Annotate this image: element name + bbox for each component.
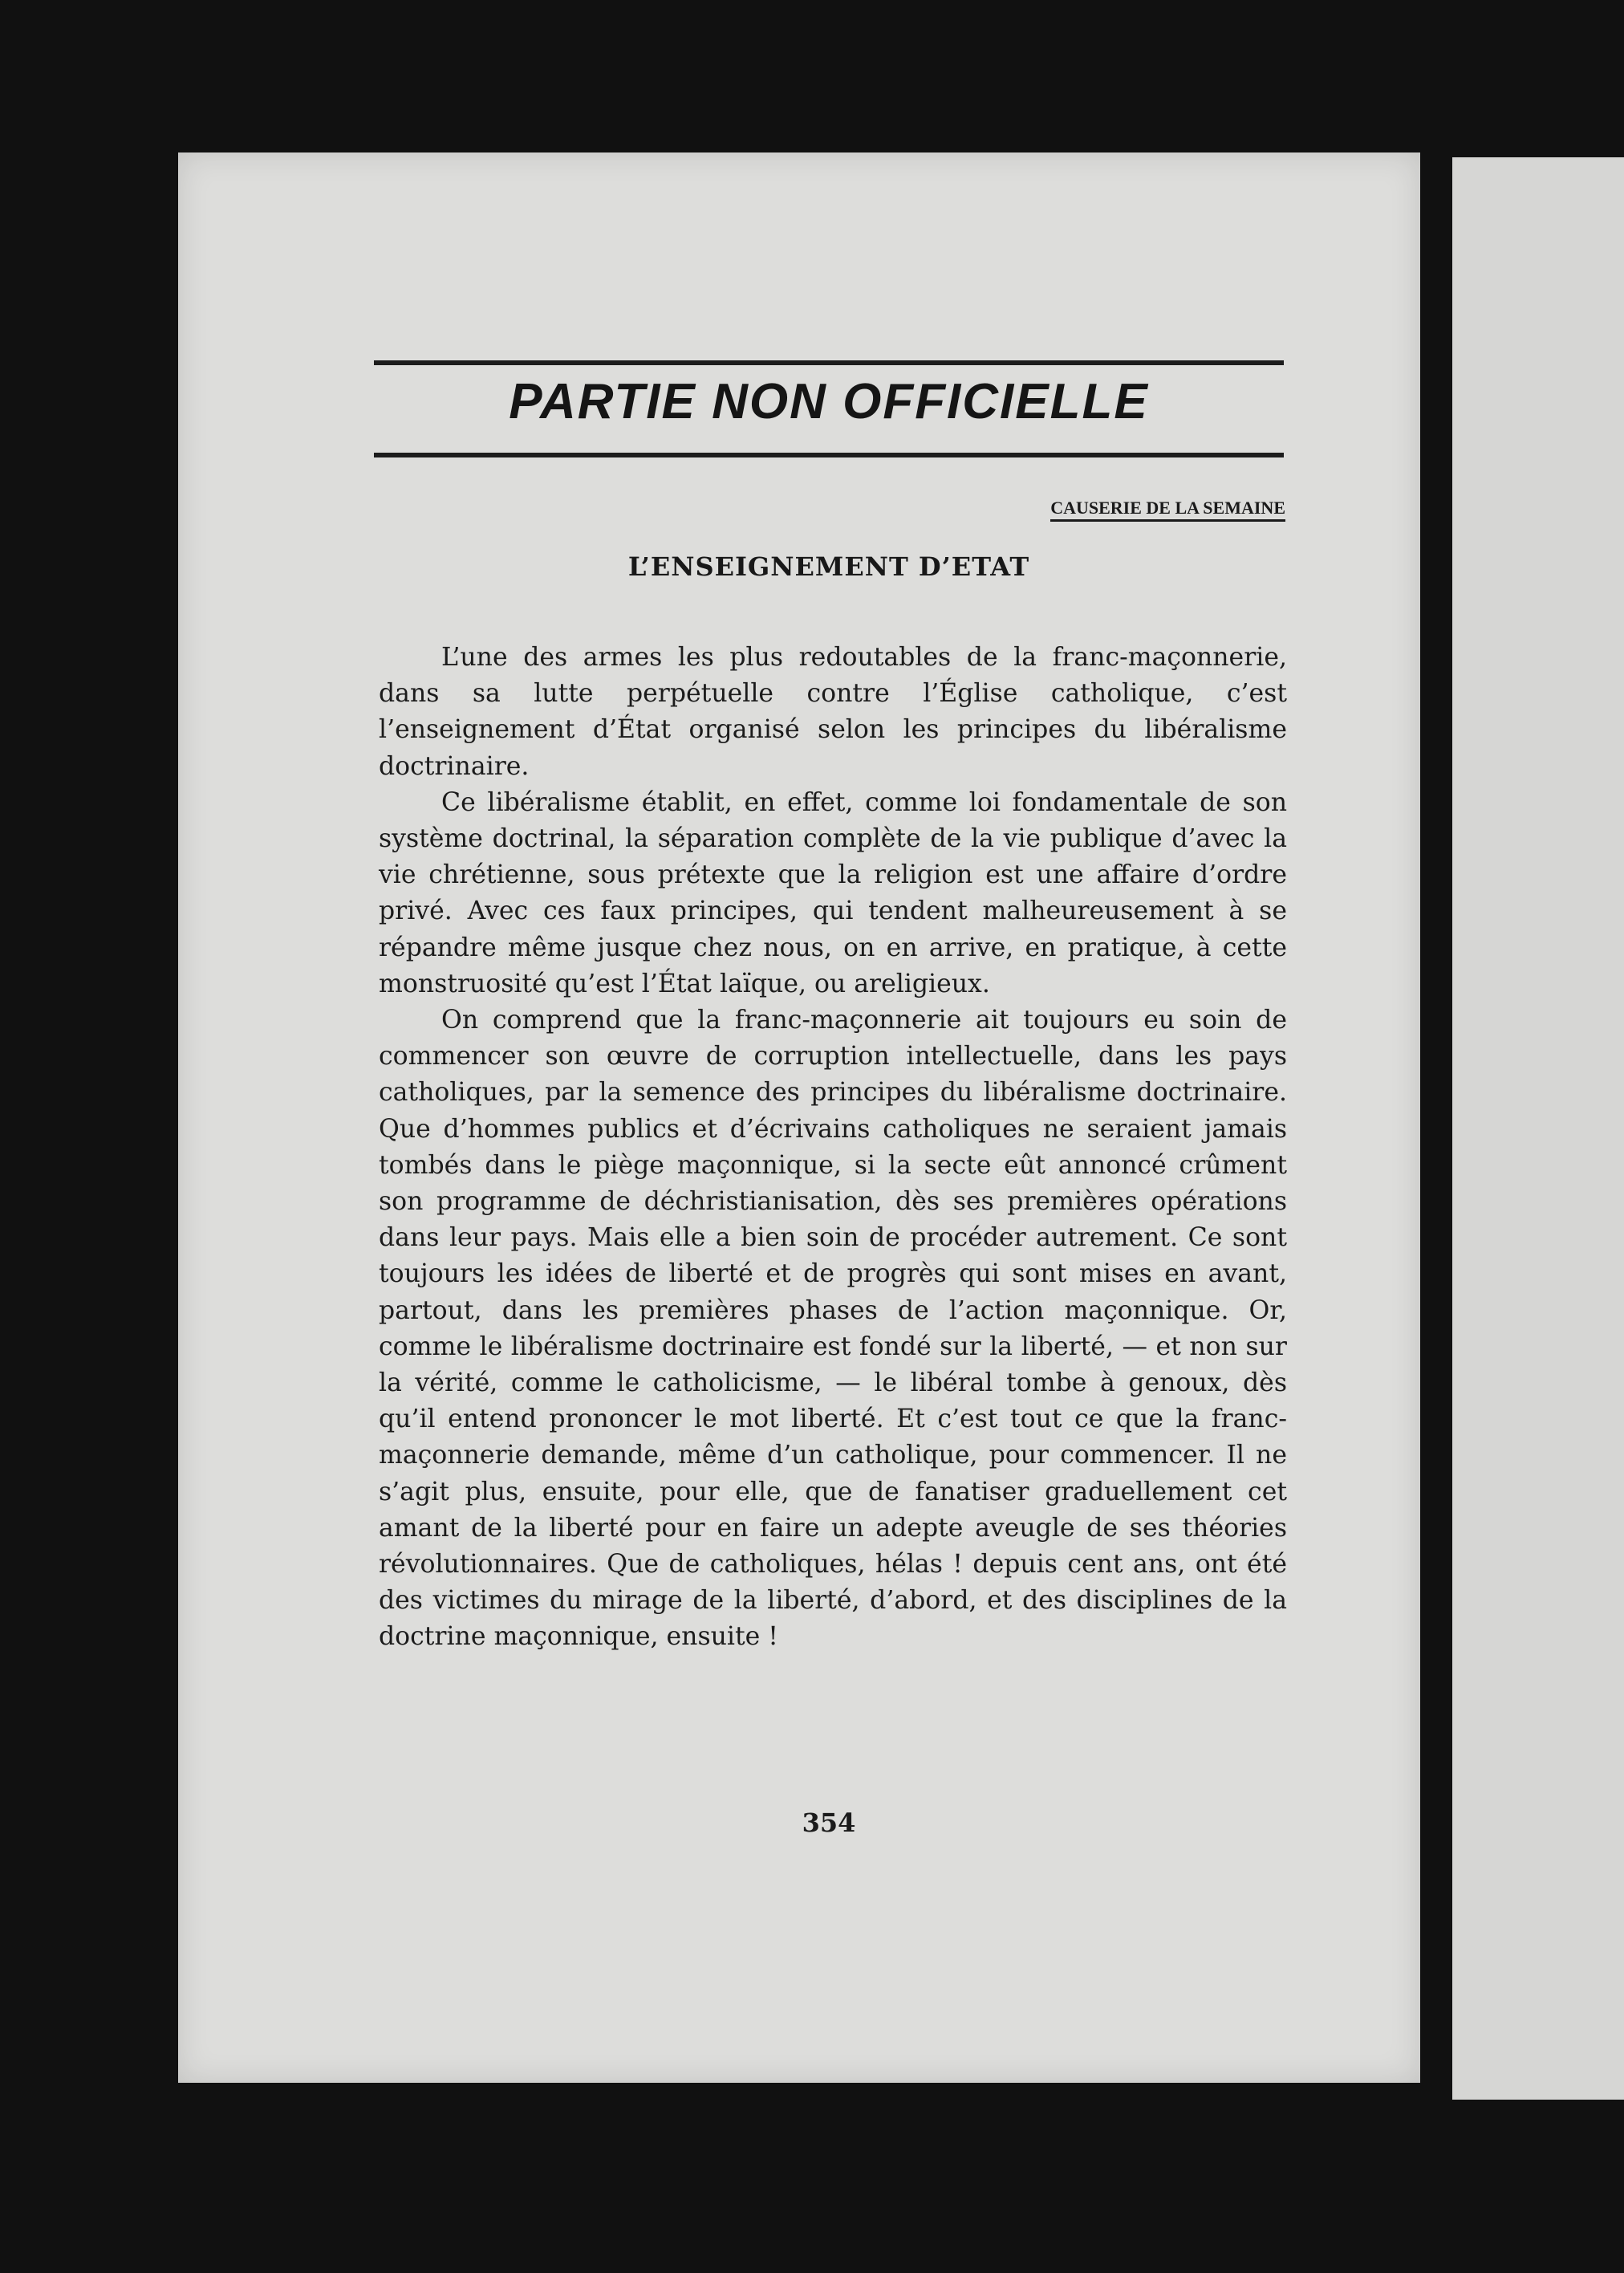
paragraph: On comprend que la franc-maçonnerie ait toujours eu soin de commencer son œuvre de corruption intellectuelle, dans les pays catholiques, par la semence des principes du libéralisme doctrinaire. Que d’hommes publics et d’écrivains catholiques ne seraient jamais tombés dans le piège maçonnique, si la secte eût annoncé crûment son programme de déchristianisation, dès ses premières opérations dans leur pays. Mais elle a bien soin de procéder autrement. Ce sont toujours les idées de liberté et de progrès qui sont mises en avant, partout, dans les premières phases de l’action maçonnique. Or, comme le libéralisme doctrinaire est fondé sur la liberté, — et non sur la vérité, comme le catholicisme, — le libéral tombe à genoux, dès qu’il entend prononcer le mot liberté. Et c’est tout ce que la franc-maçonnerie demande, même d’un catholique, pour commencer. Il ne s’agit plus, ensuite, pour elle, que de fanatiser graduellement cet amant de la liberté pour en faire un adepte aveugle de ses théories révolutionnaires. Que de catholiques, hélas ! depuis cent ans, ont été des victimes du mirage de la liberté, d’abord, et des disciplines de la doctrine maçonnique, ensuite !: [379, 1006, 1287, 1652]
bottom-rule: [374, 453, 1284, 457]
top-rule: [374, 360, 1284, 365]
section-title: PARTIE NON OFFICIELLE: [509, 374, 1149, 429]
paragraph: L’une des armes les plus redoutables de la franc-maçonnerie, dans sa lutte perpétuelle contre l’Église catholique, c’est l’enseignement d’État organisé selon les principes du libéralisme doctrinaire.: [379, 643, 1287, 781]
document-page: [178, 152, 1420, 2083]
adjacent-page-edge: [1452, 157, 1624, 2100]
column-kicker-text: CAUSERIE DE LA SEMAINE: [1050, 498, 1285, 522]
column-kicker: [374, 498, 1285, 518]
article-title: L’ENSEIGNEMENT D’ETAT: [627, 551, 1030, 582]
article-body: [379, 640, 1287, 1656]
page-number: 354: [802, 1807, 856, 1838]
paragraph: Ce libéralisme établit, en effet, comme loi fondamentale de son système doctrinal, la séparation complète de la vie publique d’avec la vie chrétienne, sous prétexte que la religion est une affaire d’ordre privé. Avec ces faux principes, qui tendent malheureusement à se répandre même jusque chez nous, on en arrive, en pratique, à cette monstruosité qu’est l’État laïque, ou areligieux.: [379, 787, 1287, 998]
